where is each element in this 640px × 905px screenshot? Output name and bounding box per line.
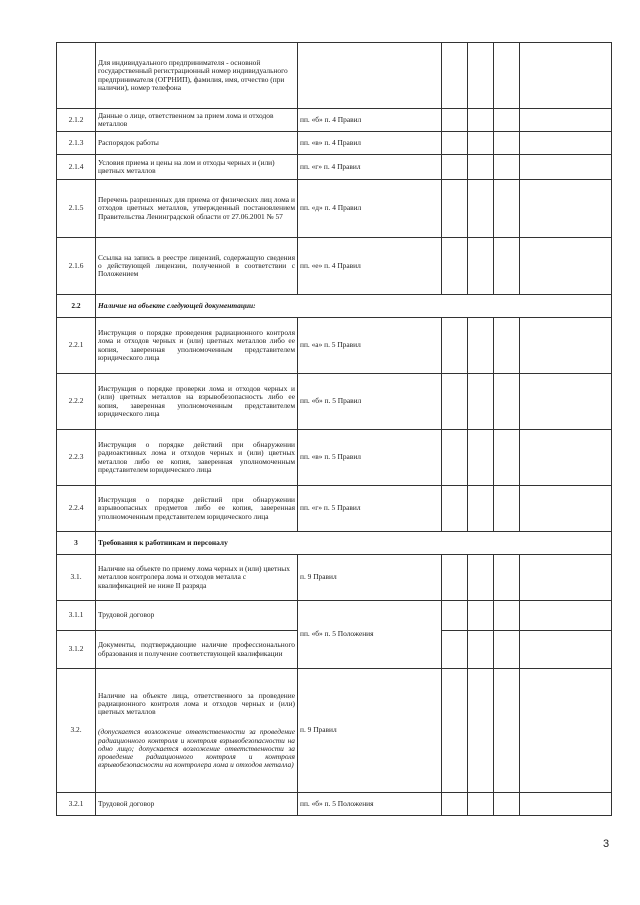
row-number: 3.1.2 xyxy=(57,631,96,669)
section-title: Наличие на объекте следующей документации: xyxy=(96,295,612,318)
notes-cell xyxy=(520,793,612,816)
notes-cell xyxy=(520,631,612,669)
row-number: 2.2.4 xyxy=(57,486,96,532)
row-number: 2.1.6 xyxy=(57,238,96,295)
notes-cell xyxy=(520,430,612,486)
check-cell xyxy=(468,430,494,486)
check-cell xyxy=(442,109,468,132)
check-cell xyxy=(468,132,494,155)
check-cell xyxy=(442,180,468,238)
check-cell xyxy=(442,132,468,155)
table-row xyxy=(57,109,612,132)
requirement-text: Наличие на объекте по приему лома черных и (или) цветных металлов контролера лома и отходов металла с квалификацией не ниже II разряда xyxy=(96,555,298,601)
requirement-note: (допускается возложение ответственности за проведение радиационного контроля и контроля взрывобезопасности на одно лицо; допускается возложение ответственности за проведение радиационного контроля и контроля взрывобезопасности на контролера лома и отходов металла) xyxy=(98,727,295,770)
check-cell xyxy=(442,601,468,631)
section-header-row xyxy=(57,295,612,318)
check-cell xyxy=(468,486,494,532)
table-row xyxy=(57,793,612,816)
requirement-text: Инструкция о порядке действий при обнаружении взрывоопасных предметов либо ее копия, заверенная уполномоченным представителем юридического лица xyxy=(96,486,298,532)
check-cell xyxy=(468,238,494,295)
notes-cell xyxy=(520,486,612,532)
table-row xyxy=(57,601,612,631)
legal-reference: пп. «б» п. 4 Правил xyxy=(298,109,442,132)
notes-cell xyxy=(520,43,612,109)
table-row xyxy=(57,43,612,109)
check-cell xyxy=(494,669,520,793)
row-number: 2.2.1 xyxy=(57,318,96,374)
table-row xyxy=(57,374,612,430)
legal-reference xyxy=(298,43,442,109)
table-row xyxy=(57,555,612,601)
requirement-text: Перечень разрешенных для приема от физических лиц лома и отходов цветных металлов, утвержденный постановлением Правительства Ленинградской области от 27.06.2001 № 57 xyxy=(96,180,298,238)
check-cell xyxy=(468,669,494,793)
row-number: 3.2.1 xyxy=(57,793,96,816)
requirement-text: Наличие на объекте лица, ответственного за проведение радиационного контроля лома и отходов черных и (или) цветных металлов xyxy=(98,690,295,717)
notes-cell xyxy=(520,374,612,430)
check-cell xyxy=(494,43,520,109)
table-row xyxy=(57,318,612,374)
legal-reference: пп. «в» п. 4 Правил xyxy=(298,132,442,155)
check-cell xyxy=(442,318,468,374)
legal-reference: пп. «б» п. 5 Правил xyxy=(298,374,442,430)
table-row xyxy=(57,669,612,793)
check-cell xyxy=(494,238,520,295)
table-row xyxy=(57,132,612,155)
row-number: 2.1.5 xyxy=(57,180,96,238)
check-cell xyxy=(494,555,520,601)
table-row xyxy=(57,486,612,532)
check-cell xyxy=(494,793,520,816)
check-cell xyxy=(494,318,520,374)
requirement-cell xyxy=(96,669,298,793)
legal-reference: пп. «а» п. 5 Правил xyxy=(298,318,442,374)
check-cell xyxy=(468,374,494,430)
row-number: 3.1.1 xyxy=(57,601,96,631)
check-cell xyxy=(468,180,494,238)
check-cell xyxy=(468,555,494,601)
table-row xyxy=(57,180,612,238)
check-cell xyxy=(442,374,468,430)
requirement-text: Данные о лице, ответственном за прием лома и отходов металлов xyxy=(96,109,298,132)
check-cell xyxy=(494,180,520,238)
check-cell xyxy=(468,631,494,669)
legal-reference: пп. «д» п. 4 Правил xyxy=(298,180,442,238)
check-cell xyxy=(442,555,468,601)
legal-reference: пп. «в» п. 5 Правил xyxy=(298,430,442,486)
notes-cell xyxy=(520,132,612,155)
requirement-text: Распорядок работы xyxy=(96,132,298,155)
section-header-row xyxy=(57,532,612,555)
table-row xyxy=(57,155,612,180)
checklist-table xyxy=(56,42,612,816)
check-cell xyxy=(468,318,494,374)
requirement-text: Инструкция о порядке проведения радиационного контроля лома и отходов черных и (или) цветных металлов либо ее копия, заверенная уполномоченным представителем юридического лица xyxy=(96,318,298,374)
check-cell xyxy=(494,374,520,430)
requirement-text: Документы, подтверждающие наличие профессионального образования и получение соответствующей квалификации xyxy=(96,631,298,669)
legal-reference: п. 9 Правил xyxy=(298,669,442,793)
section-number: 2.2 xyxy=(57,295,96,318)
legal-reference: пп. «г» п. 4 Правил xyxy=(298,155,442,180)
legal-reference: пп. «б» п. 5 Положения xyxy=(298,793,442,816)
legal-reference: пп. «г» п. 5 Правил xyxy=(298,486,442,532)
notes-cell xyxy=(520,155,612,180)
check-cell xyxy=(442,631,468,669)
check-cell xyxy=(494,109,520,132)
requirement-text: Для индивидуального предпринимателя - основной государственный регистрационный номер индивидуального предпринимателя (ОГРНИП), фамилия, имя, отчество (при наличии), номер телефона xyxy=(96,43,298,109)
check-cell xyxy=(494,132,520,155)
requirement-text: Инструкция о порядке действий при обнаружении радиоактивных лома и отходов черных и (или) цветных металлов либо ее копия, заверенная уполномоченным представителем юридического лица xyxy=(96,430,298,486)
legal-reference: пп. «е» п. 4 Правил xyxy=(298,238,442,295)
table-row xyxy=(57,238,612,295)
notes-cell xyxy=(520,669,612,793)
check-cell xyxy=(494,601,520,631)
check-cell xyxy=(494,486,520,532)
check-cell xyxy=(442,238,468,295)
requirement-text: Инструкция о порядке проверки лома и отходов черных и (или) цветных металлов на взрывобезопасность либо ее копия, заверенная уполномоченным представителем юридического лица xyxy=(96,374,298,430)
check-cell xyxy=(468,155,494,180)
notes-cell xyxy=(520,180,612,238)
section-title: Требования к работникам и персоналу xyxy=(96,532,612,555)
check-cell xyxy=(468,109,494,132)
check-cell xyxy=(442,43,468,109)
section-number: 3 xyxy=(57,532,96,555)
row-number: 3.1. xyxy=(57,555,96,601)
notes-cell xyxy=(520,238,612,295)
page-number: 3 xyxy=(603,838,610,850)
requirement-text: Ссылка на запись в реестре лицензий, содержащую сведения о действующей лицензии, полученной в соответствии с Положением xyxy=(96,238,298,295)
row-number: 2.2.2 xyxy=(57,374,96,430)
check-cell xyxy=(442,669,468,793)
requirement-text: Трудовой договор xyxy=(96,601,298,631)
legal-reference: п. 9 Правил xyxy=(298,555,442,601)
check-cell xyxy=(468,601,494,631)
requirement-text: Трудовой договор xyxy=(96,793,298,816)
notes-cell xyxy=(520,109,612,132)
row-number: 3.2. xyxy=(57,669,96,793)
row-number: 2.1.4 xyxy=(57,155,96,180)
requirement-text: Условия приема и цены на лом и отходы черных и (или) цветных металлов xyxy=(96,155,298,180)
check-cell xyxy=(442,155,468,180)
check-cell xyxy=(494,155,520,180)
check-cell xyxy=(442,430,468,486)
check-cell xyxy=(494,631,520,669)
check-cell xyxy=(494,430,520,486)
table-row xyxy=(57,430,612,486)
row-number xyxy=(57,43,96,109)
legal-reference: пп. «б» п. 5 Положения xyxy=(298,601,442,669)
notes-cell xyxy=(520,318,612,374)
row-number: 2.2.3 xyxy=(57,430,96,486)
check-cell xyxy=(468,793,494,816)
row-number: 2.1.3 xyxy=(57,132,96,155)
row-number: 2.1.2 xyxy=(57,109,96,132)
check-cell xyxy=(442,793,468,816)
notes-cell xyxy=(520,555,612,601)
notes-cell xyxy=(520,601,612,631)
check-cell xyxy=(442,486,468,532)
check-cell xyxy=(468,43,494,109)
